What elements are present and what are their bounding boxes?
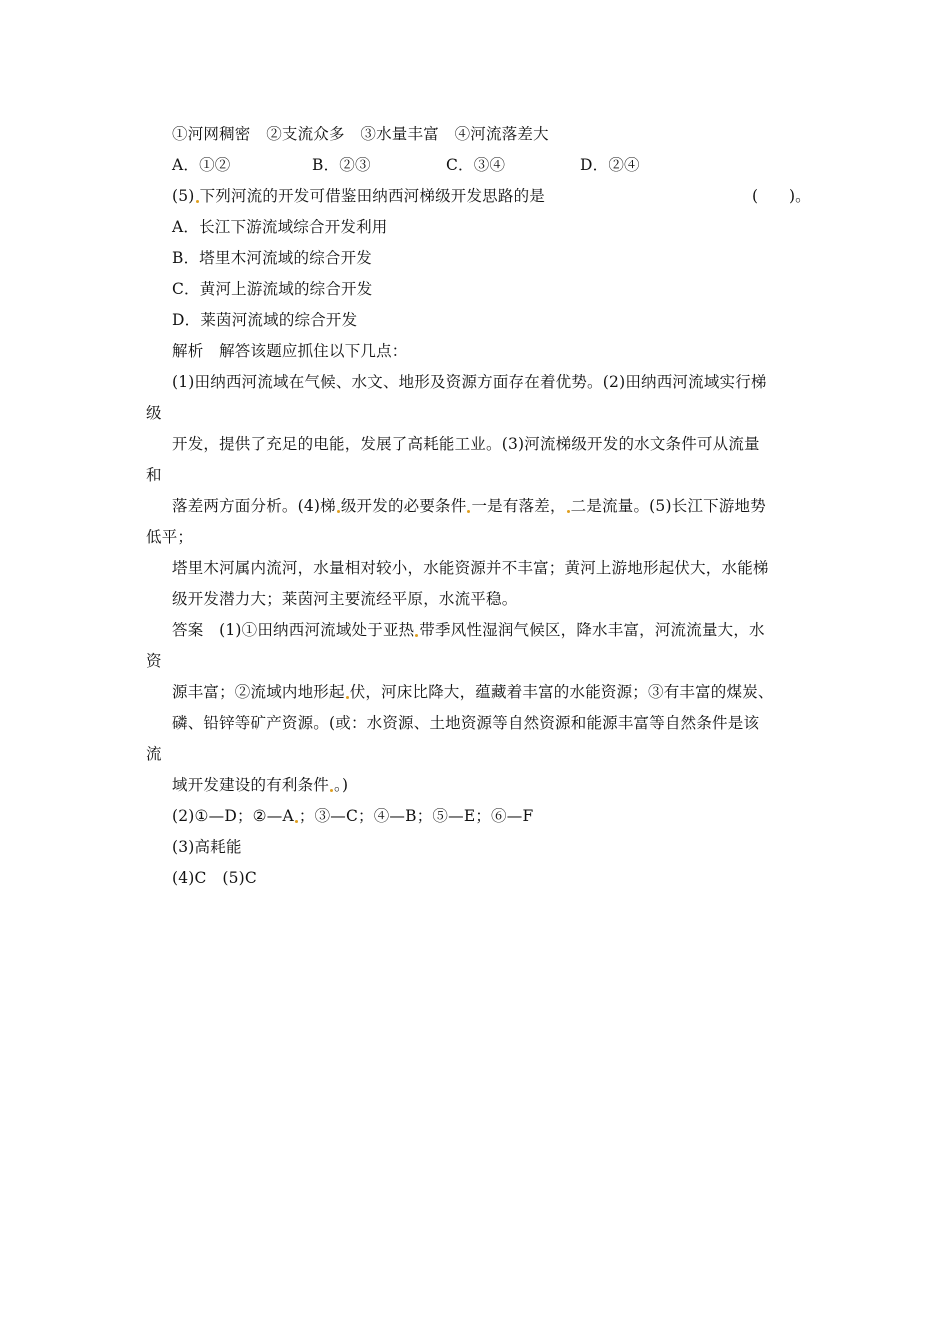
q4-options [172,155,640,175]
answer-line: (3)高耗能 [172,838,242,856]
answer-text: 带季风性湿润气候区，降水丰富，河流流量大，水 [419,621,765,639]
q5-stem-text: 下列河流的开发可借鉴田纳西河梯级开发思路的是 [199,187,545,205]
analysis-line [172,496,766,516]
answer-line [172,682,774,702]
edit-mark-icon [567,510,570,513]
analysis-line: 级开发潜力大；莱茵河主要流经平原，水流平稳。 [172,590,518,608]
analysis-line: 和 [146,466,162,484]
answer-text: 。) [334,776,349,794]
answer-text: 答案 (1)①田纳西河流域处于亚热 [172,621,415,639]
analysis-text: 一是有落差， [471,497,566,515]
answer-line [172,806,533,826]
q5-answer-blank: ( )。 [752,187,811,205]
edit-mark-icon [330,789,333,792]
analysis-line: 级 [146,404,162,422]
edit-mark-icon [346,696,349,699]
q5-stem-number: (5) [172,187,195,205]
analysis-line: 开发，提供了充足的电能，发展了高耗能工业。(3)河流梯级开发的水文条件可从流量 [172,435,760,453]
edit-mark-icon [295,820,298,823]
analysis-text: 级开发的必要条件 [340,497,467,515]
answer-line: 流 [146,745,162,763]
analysis-text: 二是流量。(5)长江下游地势 [570,497,766,515]
answer-line [172,775,348,795]
q5-stem [172,186,545,206]
answer-text: (2)①—D；②—A [172,807,294,825]
q5-option-b: B．塔里木河流域的综合开发 [172,249,372,267]
q4-option-c: C．③④ [446,156,506,174]
answer-line [172,620,765,640]
answer-text: 域开发建设的有利条件 [172,776,330,794]
q4-option-d: D．②④ [580,156,640,174]
q5-option-a: A．长江下游流域综合开发利用 [172,218,388,236]
answer-text: 伏，河床比降大，蕴藏着丰富的水能资源；③有丰富的煤炭、 [349,683,774,701]
analysis-line: 低平； [146,528,194,546]
answer-text: 源丰富；②流域内地形起 [172,683,345,701]
analysis-heading: 解析 解答该题应抓住以下几点： [172,342,408,360]
analysis-line: (1)田纳西河流域在气候、水文、地形及资源方面存在着优势。(2)田纳西河流域实行梯 [172,373,767,391]
edit-mark-icon [415,634,418,637]
analysis-line: 塔里木河属内流河，水量相对较小，水能资源并不丰富；黄河上游地形起伏大，水能梯 [172,559,769,577]
analysis-text: 落差两方面分析。(4)梯 [172,497,336,515]
q4-option-b: B．②③ [312,156,371,174]
edit-mark-icon [196,200,199,203]
answer-line: (4)C (5)C [172,869,257,887]
edit-mark-icon [337,510,340,513]
answer-line: 资 [146,652,162,670]
q4-choices: ①河网稠密 ②支流众多 ③水量丰富 ④河流落差大 [172,125,549,143]
q5-option-c: C．黄河上游流域的综合开发 [172,280,373,298]
q4-option-a: A．①② [172,156,231,174]
answer-line: 磷、铅锌等矿产资源。(或：水资源、土地资源等自然资源和能源丰富等自然条件是该 [172,714,760,732]
answer-text: ；③—C；④—B；⑤—E；⑥—F [298,807,534,825]
q5-option-d: D．莱茵河流域的综合开发 [172,311,358,329]
